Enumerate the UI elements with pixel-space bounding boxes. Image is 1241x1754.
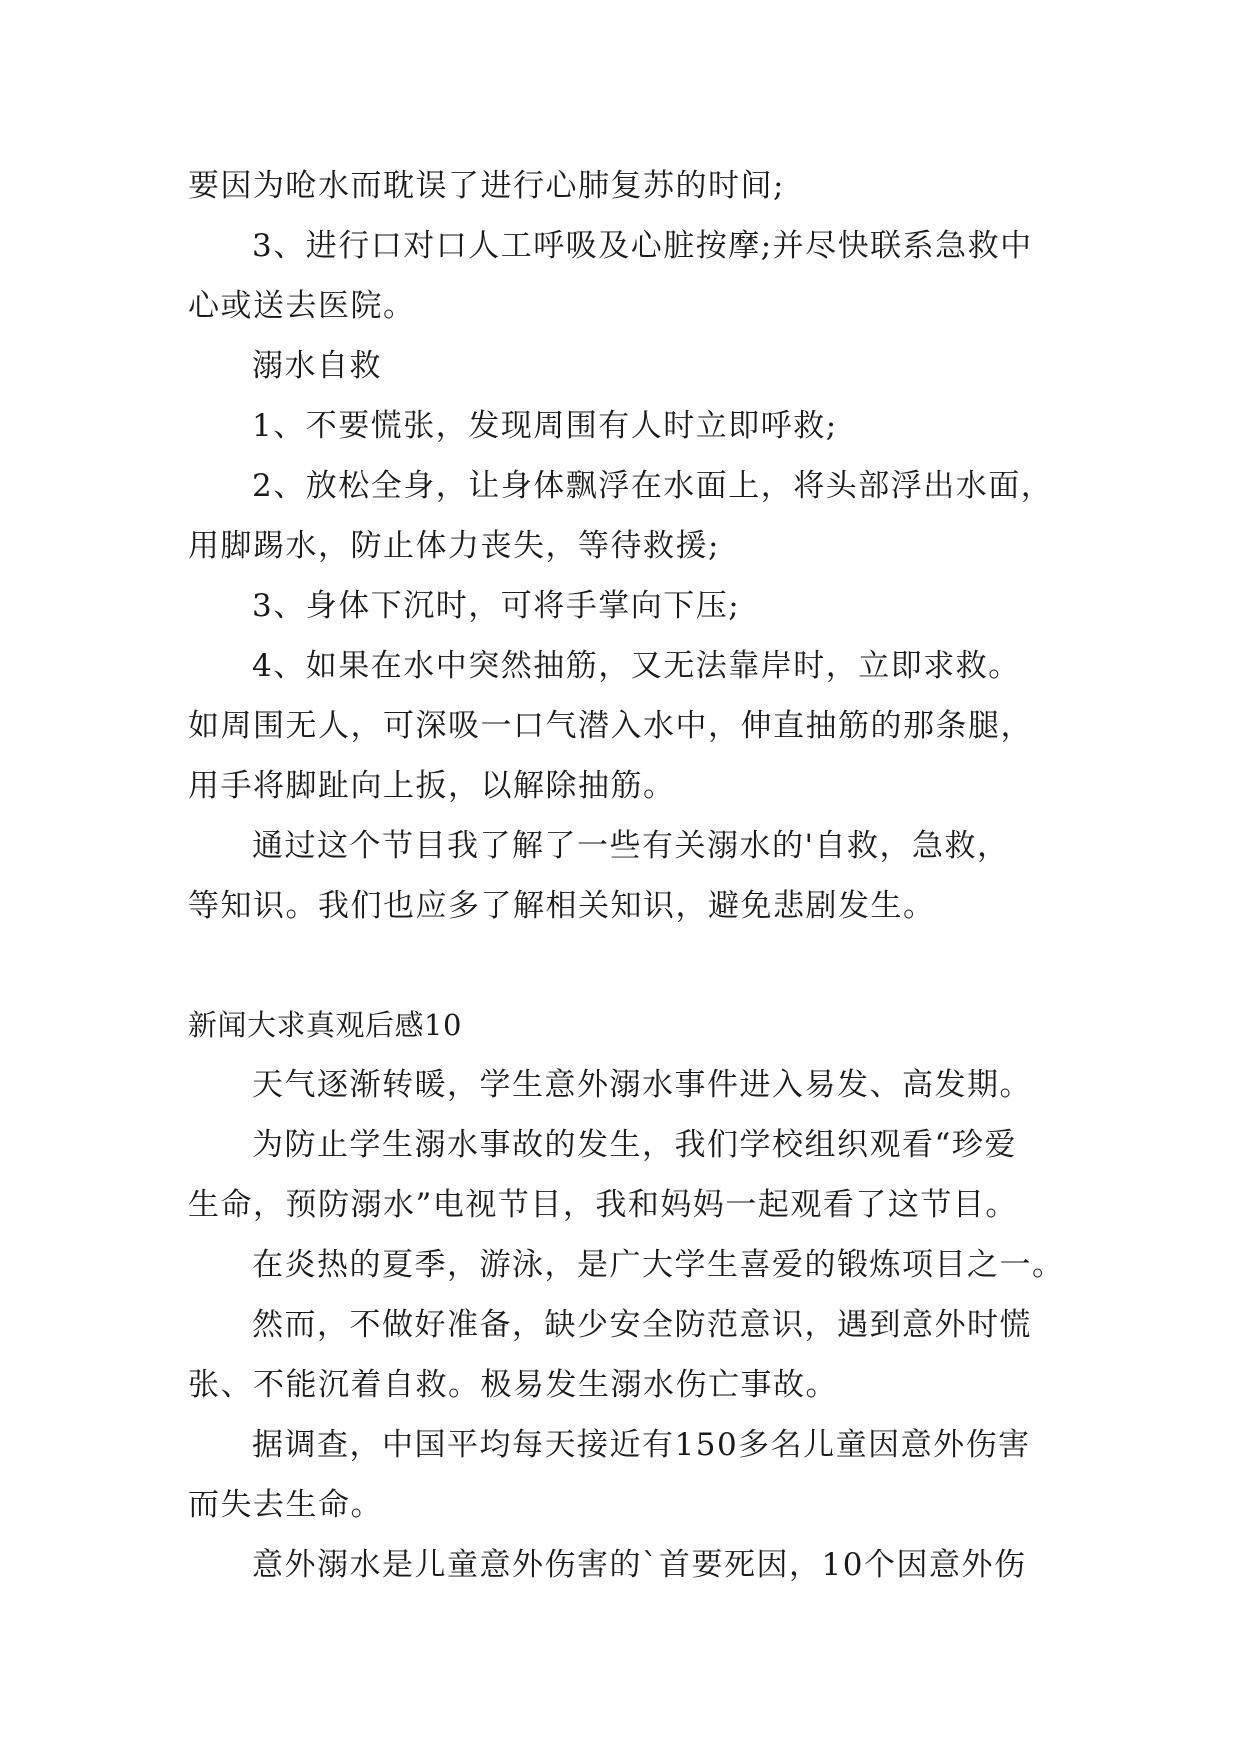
text-line: 如周围无人，可深吸一口气潜入水中，伸直抽筋的那条腿， (188, 708, 1033, 744)
text-line: 然而，不做好准备，缺少安全防范意识，遇到意外时慌 (252, 1307, 1032, 1343)
text-line: 心或送去医院。 (188, 288, 416, 324)
text-line: 据调查，中国平均每天接近有150多名儿童因意外伤害 (252, 1427, 1031, 1463)
text-line: 在炎热的夏季，游泳，是广大学生喜爱的锻炼项目之一。 (252, 1247, 1065, 1283)
text-line: 通过这个节目我了解了一些有关溺水的'自救，急救， (252, 828, 1010, 864)
text-line: 天气逐渐转暖，学生意外溺水事件进入易发、高发期。 (252, 1067, 1032, 1103)
text-line: 1、不要慌张，发现周围有人时立即呼救; (252, 408, 838, 444)
subheading-self-rescue: 溺水自救 (252, 348, 382, 384)
text-line: 等知识。我们也应多了解相关知识，避免悲剧发生。 (188, 888, 936, 924)
section-heading: 新闻大求真观后感10 (188, 1008, 462, 1042)
text-line: 意外溺水是儿童意外伤害的`首要死因，10个因意外伤 (252, 1547, 1027, 1583)
text-line: 用脚踢水，防止体力丧失，等待救援; (188, 528, 720, 564)
text-line: 3、进行口对口人工呼吸及心脏按摩;并尽快联系急救中 (252, 228, 1033, 264)
document-body (188, 156, 1068, 1595)
text-line: 用手将脚趾向上扳，以解除抽筋。 (188, 768, 676, 804)
text-line: 4、如果在水中突然抽筋，又无法靠岸时，立即求救。 (252, 648, 1021, 684)
text-line: 3、身体下沉时，可将手掌向下压; (252, 588, 741, 624)
text-line: 张、不能沉着自救。极易发生溺水伤亡事故。 (188, 1367, 838, 1403)
text-line: 2、放松全身，让身体飘浮在水面上，将头部浮出水面， (252, 468, 1054, 504)
text-line: 而失去生命。 (188, 1487, 383, 1523)
text-line: 为防止学生溺水事故的发生，我们学校组织观看“珍爱 (252, 1127, 1017, 1163)
section-gap (188, 936, 1068, 995)
text-line: 生命，预防溺水”电视节目，我和妈妈一起观看了这节目。 (188, 1187, 1018, 1223)
text-line: 要因为呛水而耽误了进行心肺复苏的时间; (188, 168, 785, 204)
